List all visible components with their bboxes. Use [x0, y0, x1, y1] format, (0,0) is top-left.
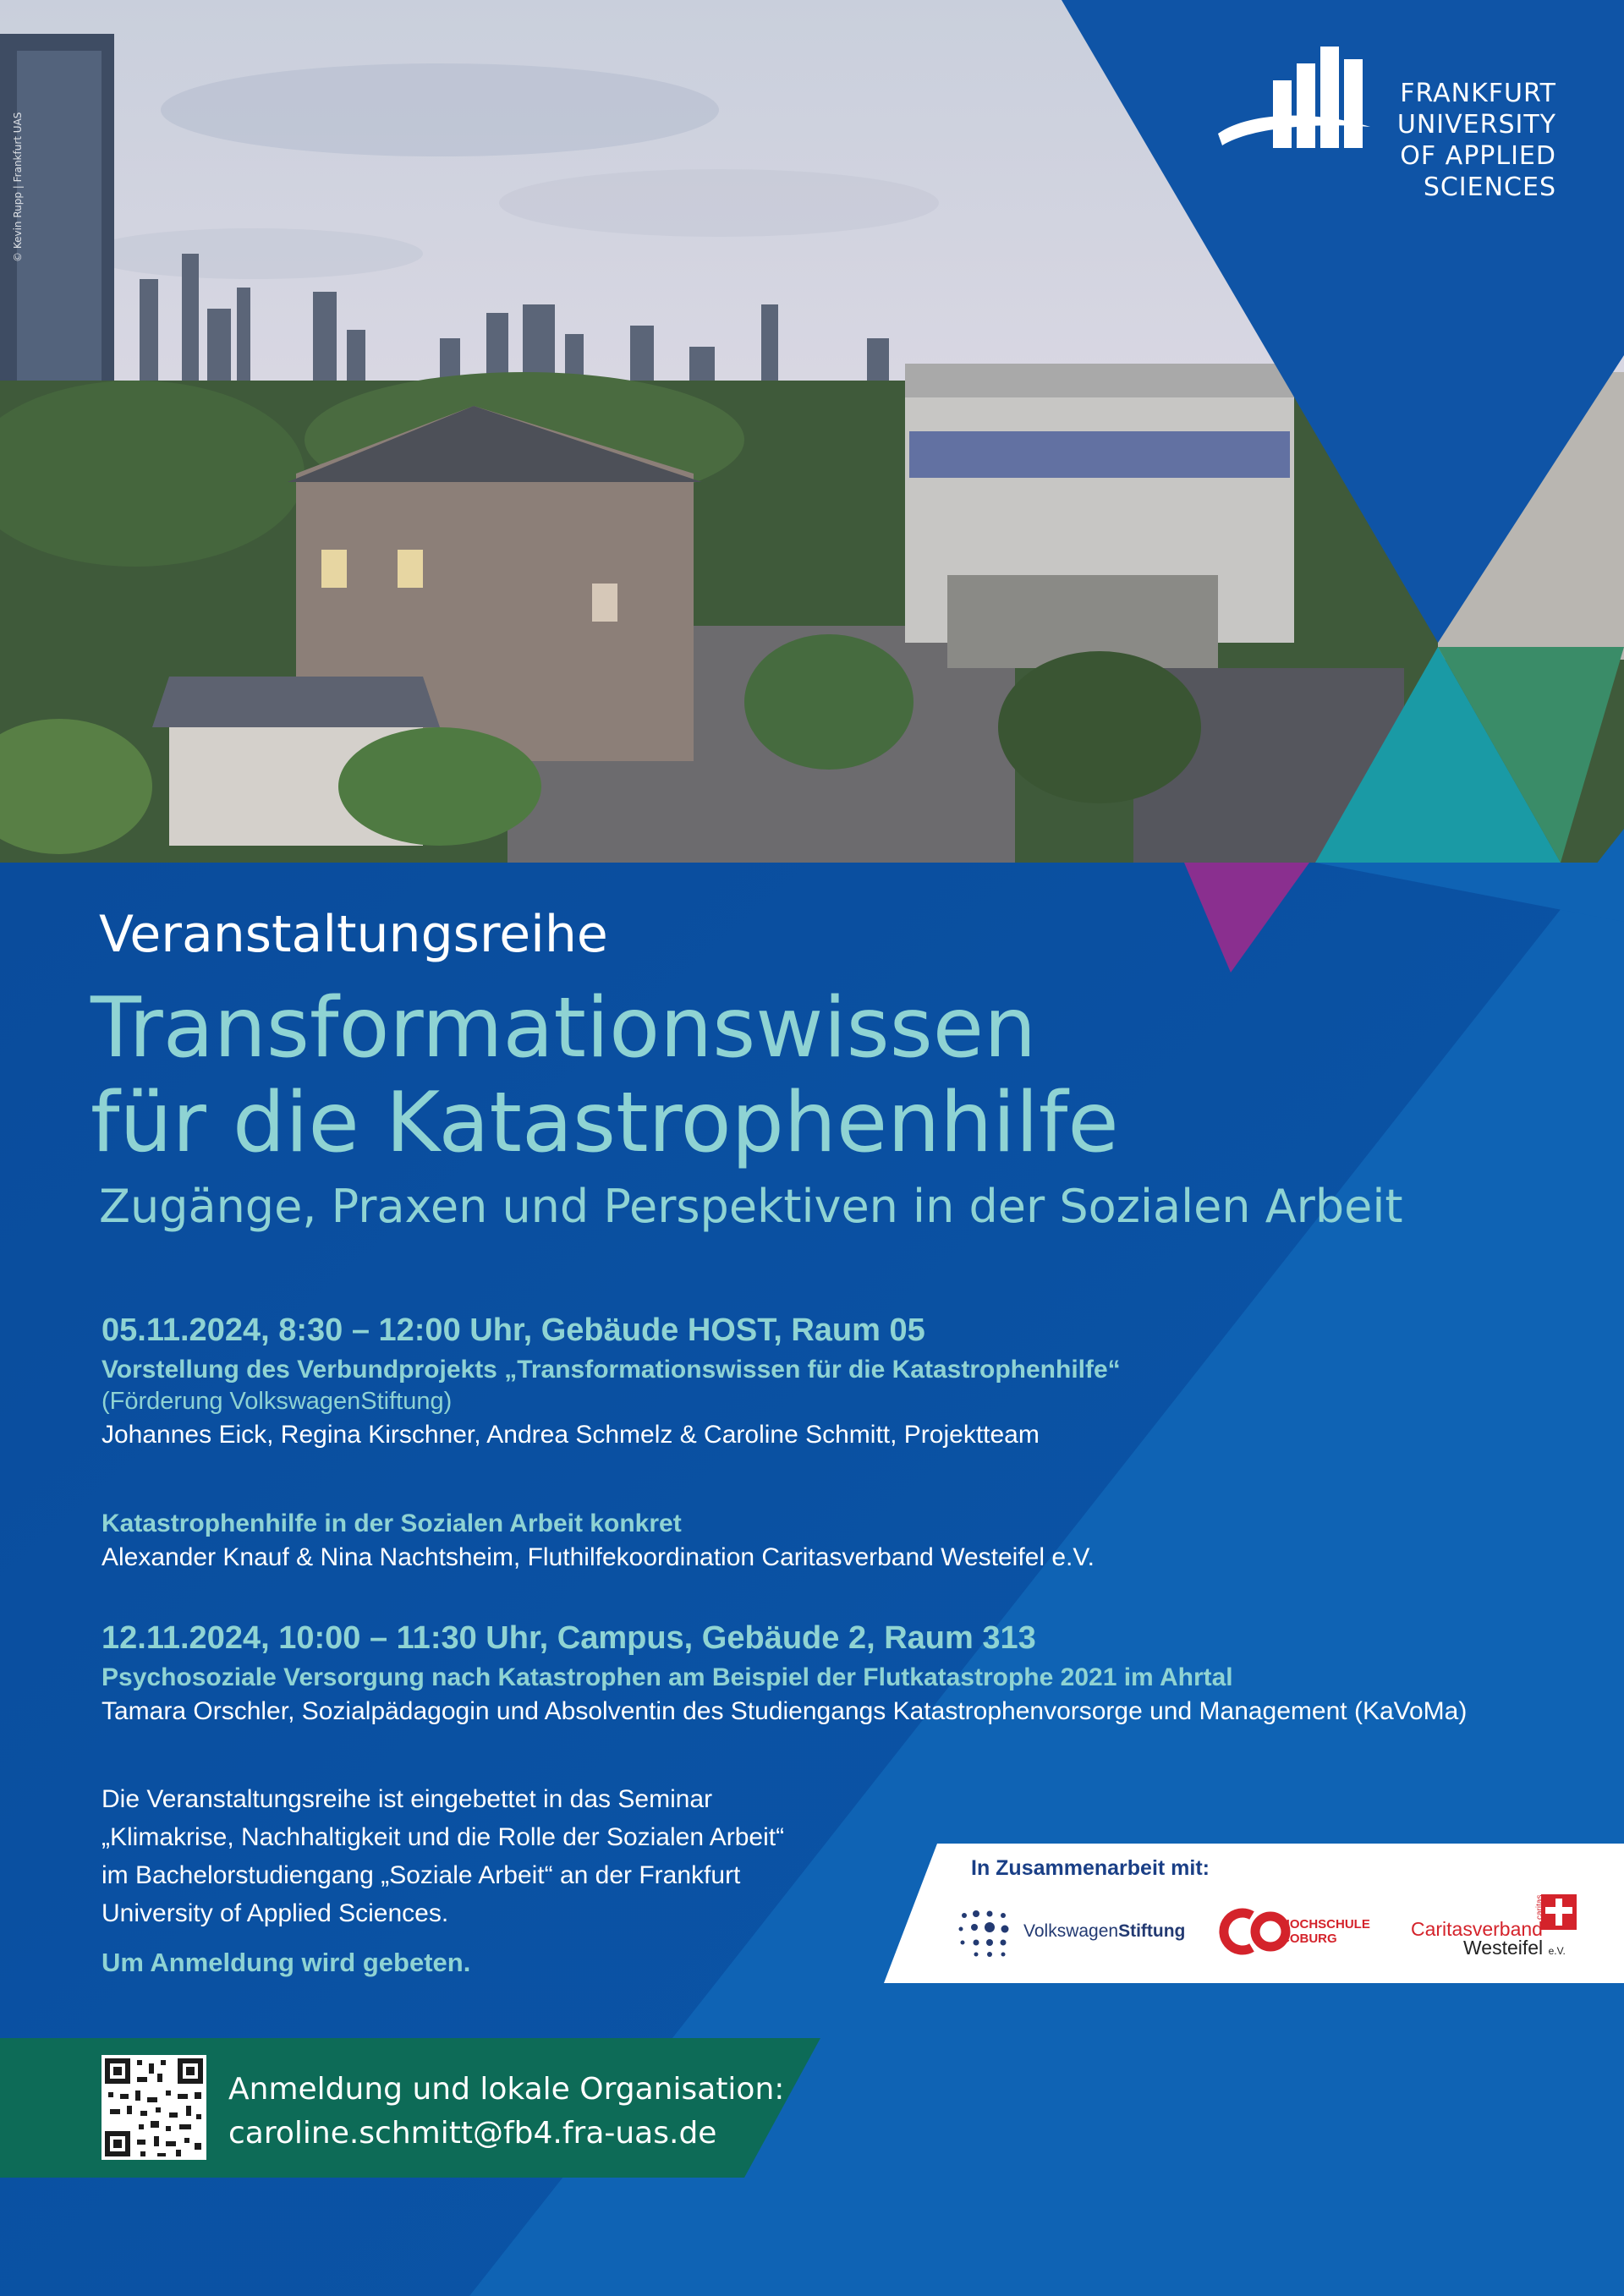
vw-bold: Stiftung	[1118, 1921, 1186, 1941]
event-1-talk: Vorstellung des Verbundprojekts „Transformationswissen für die Katastrophenhilfe“	[102, 1356, 1121, 1384]
university-logo[interactable]	[1218, 42, 1556, 202]
event-2	[102, 1510, 1095, 1572]
logo-line-2: UNIVERSITY	[1396, 110, 1556, 140]
seminar-note: Die Veranstaltungsreihe ist eingebettet in das Seminar „Klimakrise, Nachhaltigkeit und die Rolle der Sozialen Arbeit“ im Bachelorstudiengang „Soziale Arbeit“ an der Frankfurt University of Applied Sciences.	[102, 1785, 785, 1927]
event-3-talk: Psychosoziale Versorgung nach Katastrophen am Beispiel der Flutkatastrophe 2021 im Ahrtal	[102, 1663, 1233, 1691]
caritas-name: Caritasverband	[1411, 1918, 1543, 1940]
event-3	[102, 1620, 1467, 1726]
event-1-date: 05.11.2024, 8:30 – 12:00 Uhr, Gebäude HOST, Raum 05	[102, 1312, 925, 1348]
poster-subtitle: Zugänge, Praxen und Perspektiven in der Sozialen Arbeit	[99, 1180, 1403, 1233]
title-line-1: Transformationswissen	[91, 980, 1037, 1077]
photo-credit: © Kevin Rupp | Frankfurt UAS	[12, 112, 24, 262]
event-1	[102, 1312, 1121, 1449]
partner-volkswagen-stiftung[interactable]	[956, 1910, 1210, 1960]
coburg-line-2: COBURG	[1281, 1932, 1337, 1946]
series-label: Veranstaltungsreihe	[99, 905, 608, 964]
caritas-region-text: Westeifel	[1463, 1937, 1544, 1959]
caritas-region	[1463, 1937, 1566, 1959]
registration-note: Um Anmeldung wird gebeten.	[102, 1948, 471, 1977]
university-logo-text	[1387, 78, 1556, 203]
partner-caritas-westeifel[interactable]	[1408, 1894, 1586, 1962]
event-1-speakers: Johannes Eick, Regina Kirschner, Andrea Schmelz & Caroline Schmitt, Projektteam	[102, 1421, 1040, 1449]
vw-regular: Volkswagen	[1023, 1921, 1119, 1941]
logo-line-1: FRANKFURT	[1400, 79, 1556, 108]
event-3-date: 12.11.2024, 10:00 – 11:30 Uhr, Campus, Gebäude 2, Raum 313	[102, 1620, 1036, 1656]
event-3-speakers: Tamara Orschler, Sozialpädagogin und Absolventin des Studiengangs Katastrophenvorsorge und Management (KaVoMa)	[102, 1697, 1468, 1725]
partners-label: In Zusammenarbeit mit:	[971, 1856, 1210, 1880]
event-2-speakers: Alexander Knauf & Nina Nachtsheim, Fluthilfekoordination Caritasverband Westeifel e.V.	[102, 1543, 1095, 1571]
logo-line-3: OF APPLIED SCIENCES	[1400, 141, 1556, 202]
poster-title	[91, 981, 1119, 1170]
title-line-2: für die Katastrophenhilfe	[91, 1075, 1119, 1171]
volkswagen-stiftung-wordmark	[1023, 1921, 1185, 1942]
coburg-line-1: HOCHSCHULE	[1281, 1917, 1370, 1932]
contact-label: Anmeldung und lokale Organisation:	[228, 2072, 785, 2107]
contact-email[interactable]: caroline.schmitt@fb4.fra-uas.de	[228, 2116, 717, 2151]
caritas-suffix: e.V.	[1548, 1945, 1566, 1957]
caritas-sub: caritas	[1535, 1894, 1544, 1920]
partner-hochschule-coburg[interactable]	[1218, 1907, 1387, 1961]
caritas-cross-icon	[1541, 1894, 1577, 1930]
qr-code	[102, 2055, 206, 2160]
contact-block	[228, 2068, 784, 2156]
event-2-talk: Katastrophenhilfe in der Sozialen Arbeit konkret	[102, 1510, 682, 1537]
coburg-wordmark	[1281, 1917, 1370, 1946]
event-1-funding: (Förderung VolkswagenStiftung)	[102, 1388, 453, 1415]
